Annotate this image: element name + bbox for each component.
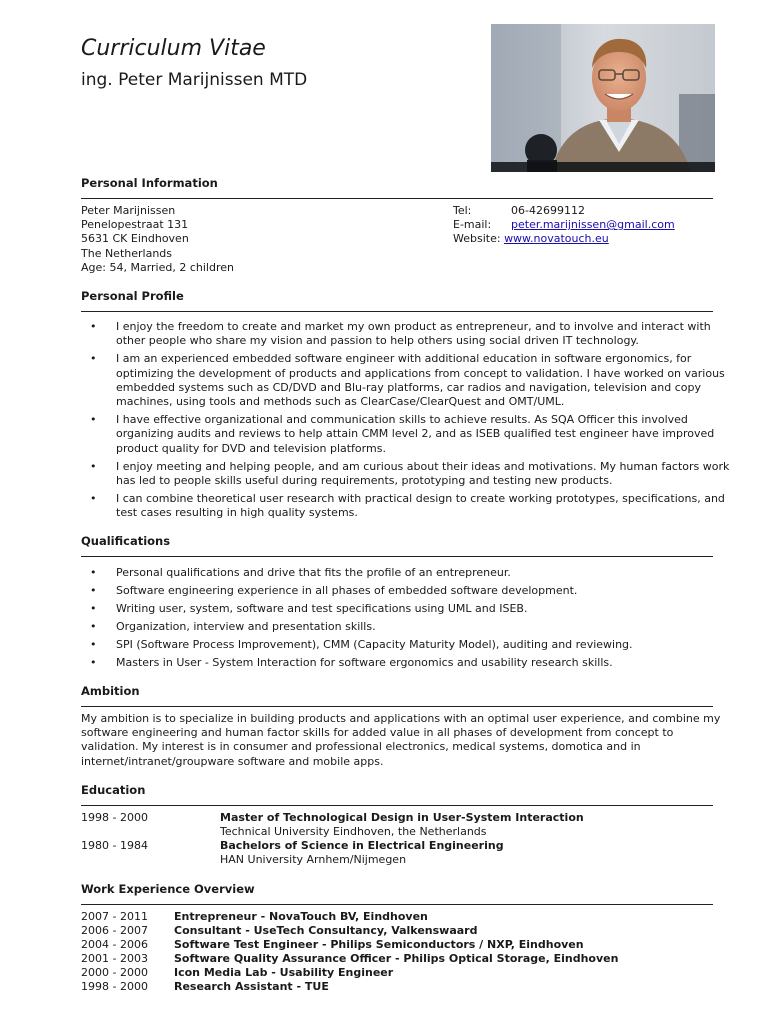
email-link[interactable]: peter.marijnissen@gmail.com (511, 218, 675, 232)
section-divider (81, 904, 713, 905)
education-school: HAN University Arnhem/Nijmegen (220, 853, 407, 867)
email-row (453, 218, 675, 232)
work-role: Entrepreneur - NovaTouch BV, Eindhoven (174, 910, 428, 923)
qualifications-list (81, 566, 741, 674)
ambition-text: My ambition is to specialize in building products and applications with an optimal user experience, and combine my software engineering and human factor skills for added value in all phases of development from concept to validation. My interest is in consumer and professional electronics, medical systems, domotica and in internet/intranet/groupware software and mobile apps. (81, 712, 721, 768)
work-years: 2006 - 2007 (81, 924, 148, 937)
address-line: The Netherlands (81, 246, 173, 260)
personal-information-heading: Personal Information (81, 176, 218, 190)
work-entry (81, 938, 584, 952)
contact-block (453, 204, 675, 247)
education-degree: Master of Technological Design in User-System Interaction (220, 811, 584, 824)
profile-list (81, 320, 741, 525)
personal-profile-heading: Personal Profile (81, 289, 184, 303)
portrait-image (491, 24, 715, 172)
section-divider (81, 198, 713, 199)
work-years: 1998 - 2000 (81, 980, 148, 993)
website-row (453, 232, 675, 246)
website-label: Website: (453, 232, 501, 246)
section-divider (81, 556, 713, 557)
address-block (81, 204, 234, 275)
list-item: • Writing user, system, software and test specifications using UML and ISEB. (81, 602, 741, 616)
address-line: 5631 CK Eindhoven (81, 232, 189, 246)
work-years: 2004 - 2006 (81, 938, 148, 951)
age-line: Age: 54, Married, 2 children (81, 260, 234, 274)
list-item: • Organization, interview and presentation skills. (81, 620, 741, 634)
education-entry (81, 811, 584, 839)
phone-label: Tel: (453, 204, 472, 217)
qualifications-heading: Qualifications (81, 534, 171, 548)
education-heading: Education (81, 783, 146, 797)
work-entry (81, 952, 618, 966)
phone-value: 06-42699112 (511, 204, 585, 217)
phone-row (453, 204, 675, 218)
list-item: • Software engineering experience in all phases of embedded software development. (81, 584, 741, 598)
work-years: 2007 - 2011 (81, 910, 148, 923)
list-item: • Masters in User - System Interaction for software ergonomics and usability research skills. (81, 656, 741, 670)
education-years: 1980 - 1984 (81, 839, 148, 852)
list-item: • I have effective organizational and communication skills to achieve results. As SQA Officer this involved organizing audits and reviews to help attain CMM level 2, and as ISEB qualified test engineer have improved product quality for DVD and television platforms. (81, 413, 741, 456)
website-link[interactable]: www.novatouch.eu (504, 232, 609, 246)
list-item: • I enjoy the freedom to create and market my own product as entrepreneur, and to involve and interact with other people who share my vision and passion to help others using social driven IT technology. (81, 320, 741, 348)
work-role: Research Assistant - TUE (174, 980, 329, 993)
list-item: • SPI (Software Process Improvement), CMM (Capacity Maturity Model), auditing and reviewing. (81, 638, 741, 652)
document-title: Curriculum Vitae (81, 36, 266, 61)
list-item: • Personal qualifications and drive that fits the profile of an entrepreneur. (81, 566, 741, 580)
list-item: • I can combine theoretical user research with practical design to create working prototypes, specifications, and test cases resulting in high quality systems. (81, 492, 741, 520)
list-item: • I enjoy meeting and helping people, and am curious about their ideas and motivations. My human factors work has led to people skills useful during requirements, prototyping and testing new products. (81, 460, 741, 488)
address-line: Peter Marijnissen (81, 204, 176, 217)
education-degree: Bachelors of Science in Electrical Engineering (220, 839, 504, 852)
address-line: Penelopestraat 131 (81, 218, 189, 232)
education-years: 1998 - 2000 (81, 811, 148, 824)
work-entry (81, 910, 428, 924)
email-label: E-mail: (453, 218, 492, 232)
list-item: • I am an experienced embedded software engineer with additional education in software ergonomics, for optimizing the development of products and applications from concept to validation. I have worked on various embedded systems such as CD/DVD and Blu-ray platforms, car radios and navigation, television and copy machines, using tools and methods such as ClearCase/ClearQuest and OMT/UML. (81, 352, 741, 409)
work-years: 2000 - 2000 (81, 966, 148, 979)
work-experience-heading: Work Experience Overview (81, 882, 255, 896)
work-entry (81, 966, 393, 980)
work-role: Icon Media Lab - Usability Engineer (174, 966, 394, 979)
work-entry (81, 980, 329, 994)
section-divider (81, 311, 713, 312)
candidate-name: ing. Peter Marijnissen MTD (81, 70, 308, 90)
work-role: Consultant - UseTech Consultancy, Valkenswaard (174, 924, 478, 937)
work-years: 2001 - 2003 (81, 952, 148, 965)
section-divider (81, 706, 713, 707)
section-divider (81, 805, 713, 806)
work-entry (81, 924, 477, 938)
education-school: Technical University Eindhoven, the Netherlands (220, 825, 487, 839)
work-role: Software Quality Assurance Officer - Philips Optical Storage, Eindhoven (174, 952, 619, 965)
ambition-heading: Ambition (81, 684, 140, 698)
profile-photo (491, 24, 715, 172)
education-entry (81, 839, 504, 867)
work-role: Software Test Engineer - Philips Semiconductors / NXP, Eindhoven (174, 938, 584, 951)
